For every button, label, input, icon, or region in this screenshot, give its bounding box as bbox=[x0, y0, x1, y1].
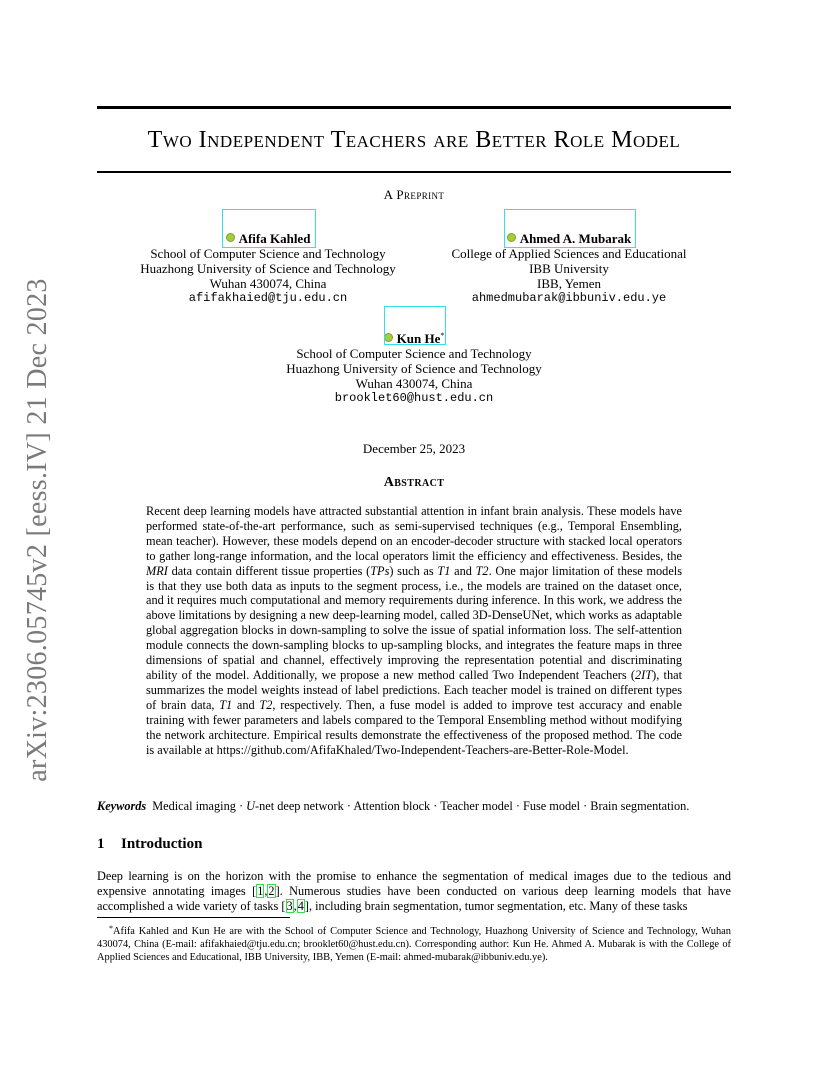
author-affiliation-line: Wuhan 430074, China bbox=[209, 276, 327, 291]
author-name[interactable]: Afifa Kahled bbox=[238, 231, 311, 246]
paragraph-text-run: ], including brain segmentation, tumor segmentation, etc. Many of these tasks bbox=[304, 899, 688, 913]
author-affiliation-line: Huazhong University of Science and Technology bbox=[140, 261, 396, 276]
footnote-mark: * bbox=[109, 924, 113, 933]
section-number: 1 bbox=[97, 836, 105, 852]
author-affiliation-line: Wuhan 430074, China bbox=[355, 376, 473, 392]
author-block-3 bbox=[97, 328, 731, 406]
citation-link[interactable]: 1 bbox=[257, 884, 264, 898]
paper-title: Two Independent Teachers are Better Role Model bbox=[147, 127, 681, 153]
footnote-mark[interactable]: * bbox=[440, 331, 445, 340]
abstract-text-run: . One major limitation of these models is that they use both data as inputs to the segment process, i.e., the models are trained on the dataset once, and it requires much computational and memory requirements during inference. In this work, we address the above limitations by designing a new deep-learning model, called 3D-DenseUNet, which works as adaptable global aggregation blocks in down-sampling to solve the issue of spatial information loss. The self-attention module connects the down-sampling blocks to up-sampling blocks, and integrates the feature maps in three dimensions of spatial and channel, effectively improving the representation potential and discriminating ability of the model. Additionally, we propose a new method called Two Independent Teachers ( bbox=[146, 563, 682, 682]
keywords-line bbox=[97, 799, 737, 814]
title-top-rule bbox=[97, 106, 731, 109]
author-name[interactable]: Ahmed A. Mubarak bbox=[519, 231, 632, 246]
math-symbol: T2 bbox=[475, 563, 489, 578]
title-bottom-rule bbox=[97, 171, 731, 173]
footnote-text: Afifa Kahled and Kun He are with the School of Computer Science and Technology, Huazhong University of Science and Technology, Wuhan 430074, China (E-mail: afifakhaied@tju.edu.cn; brooklet60@hust.edu.cn). Corresponding author: Kun He. Ahmed A. Mubarak is with the College of Applied Sciences and Educational, IBB University, IBB, Yemen (E-mail: ahmed-mubarak@ibbuniv.edu.ye). bbox=[97, 926, 731, 963]
orcid-icon[interactable] bbox=[226, 233, 235, 242]
footnote-rule bbox=[97, 917, 290, 918]
author-affiliation-line: IBB University bbox=[529, 261, 609, 276]
citation-link[interactable]: 4 bbox=[297, 899, 304, 913]
arxiv-identifier-stamp: arXiv:2306.05745v2 [eess.IV] 21 Dec 2023 bbox=[22, 278, 53, 782]
author-email: brooklet60@hust.edu.cn bbox=[334, 391, 494, 406]
citation-link[interactable]: 3 bbox=[286, 899, 293, 913]
citation-separator: , bbox=[293, 899, 297, 913]
math-symbol: MRI bbox=[146, 563, 168, 578]
author-affiliation-line: School of Computer Science and Technology bbox=[296, 346, 532, 362]
abstract-text-run: data contain different tissue properties ( bbox=[167, 563, 371, 578]
abstract-text-run: , respectively. Then, a fuse model is added to improve test accuracy and enable training with fewer parameters and labels compared to the Temporal Ensembling method without modifying the network architecture. Empirical results demonstrate the effectiveness of the proposed method. The code is available at https://github.com/AfifaKhaled/Two-Independent-Teachers-are-Better-Role-Model. bbox=[146, 697, 683, 757]
author-affiliation-line: Huazhong University of Science and Technology bbox=[286, 361, 542, 377]
abstract-heading: Abstract bbox=[383, 475, 445, 490]
math-symbol: T1 bbox=[219, 697, 233, 712]
paper-date: December 25, 2023 bbox=[362, 441, 466, 456]
author-email: afifakhaied@tju.edu.cn bbox=[188, 291, 348, 305]
paragraph-text-run: Deep learning is on the horizon with the promise to enhance the segmentation of medical images due to the tedious and expensive annotating images [ bbox=[97, 869, 731, 898]
author-name[interactable]: Kun He bbox=[396, 331, 441, 347]
abstract-text-run: ), that summarizes the model weights instead of label predictions. Each teacher model is trained on different types of brain data, bbox=[146, 667, 682, 712]
abstract-text-run: Recent deep learning models have attracted substantial attention in infant brain analysis. These models have performed state-of-the-art performance, such as semi-supervised techniques (e.g., Temporal Ensembling, mean teacher). However, these models depend on an encoder-decoder structure with stacked local operators to gather long-range information, and the local operators limit the efficiency and effectiveness. Besides, the bbox=[146, 504, 682, 563]
orcid-icon[interactable] bbox=[507, 233, 516, 242]
keywords-text: Medical imaging · bbox=[152, 799, 247, 813]
math-symbol: T2 bbox=[259, 697, 273, 712]
math-symbol: U bbox=[246, 799, 256, 813]
author-email: ahmedmubarak@ibbuniv.edu.ye bbox=[471, 291, 667, 305]
author-block-1 bbox=[97, 231, 439, 306]
paragraph-text-run: ]. Numerous studies have been conducted on various deep learning models that have accomplished a wide variety of tasks [ bbox=[97, 884, 731, 913]
math-symbol: T1 bbox=[437, 563, 451, 578]
citation-link[interactable]: 2 bbox=[268, 884, 275, 898]
introduction-paragraph bbox=[97, 869, 731, 914]
math-symbol: 2IT bbox=[635, 667, 653, 682]
orcid-icon[interactable] bbox=[384, 333, 393, 342]
math-symbol: TPs bbox=[370, 563, 390, 578]
author-block-2 bbox=[420, 231, 718, 306]
abstract-text-run: ) such as bbox=[389, 563, 438, 578]
author-affiliation-line: School of Computer Science and Technology bbox=[150, 246, 386, 261]
section-title: Introduction bbox=[121, 836, 203, 852]
preprint-label: A Preprint bbox=[383, 187, 445, 202]
section-heading-introduction bbox=[97, 836, 202, 853]
abstract-text-run: and bbox=[232, 697, 260, 712]
footnote bbox=[97, 922, 731, 964]
abstract-text bbox=[146, 504, 682, 757]
author-affiliation-line: IBB, Yemen bbox=[537, 276, 601, 291]
author-affiliation-line: College of Applied Sciences and Educational bbox=[451, 246, 687, 261]
keywords-label: Keywords bbox=[97, 799, 147, 813]
citation-separator: , bbox=[264, 884, 268, 898]
abstract-text-run: and bbox=[450, 563, 476, 578]
keywords-text: -net deep network · Attention block · Teacher model · Fuse model · Brain segmentation. bbox=[255, 799, 690, 813]
